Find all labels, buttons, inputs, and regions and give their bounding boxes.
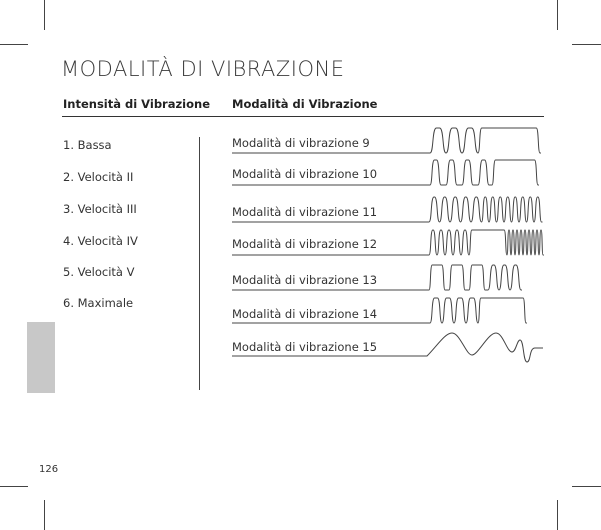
page-title: MODALITÀ DI VIBRAZIONE: [61, 57, 345, 81]
intensity-item: 5. Velocità V: [63, 265, 135, 279]
intensity-item: 4. Velocità IV: [63, 234, 138, 248]
waveform: [232, 160, 539, 185]
waveform: [232, 230, 544, 255]
mode-label: Modalità di vibrazione 9: [232, 136, 370, 150]
mode-label: Modalità di vibrazione 11: [232, 205, 378, 219]
section-tab: [27, 322, 55, 393]
mode-label: Modalità di vibrazione 13: [232, 273, 378, 287]
modes-header: Modalità di Vibrazione: [232, 97, 378, 111]
mode-label: Modalità di vibrazione 12: [232, 237, 378, 251]
waveform: [232, 265, 522, 290]
intensity-item: 2. Velocità II: [63, 170, 134, 184]
waveform: [232, 333, 543, 362]
mode-label: Modalità di vibrazione 10: [232, 167, 378, 181]
mode-label: Modalità di vibrazione 14: [232, 307, 378, 321]
waveform: [232, 298, 527, 323]
intensity-item: 1. Bassa: [63, 138, 112, 152]
mode-label: Modalità di vibrazione 15: [232, 340, 378, 354]
waveform: [232, 128, 541, 153]
waveform: [232, 197, 543, 222]
intensity-header: Intensità di Vibrazione: [63, 97, 211, 111]
intensity-item: 3. Velocità III: [63, 202, 137, 216]
intensity-item: 6. Maximale: [63, 296, 134, 310]
page-number: 126: [39, 464, 59, 475]
